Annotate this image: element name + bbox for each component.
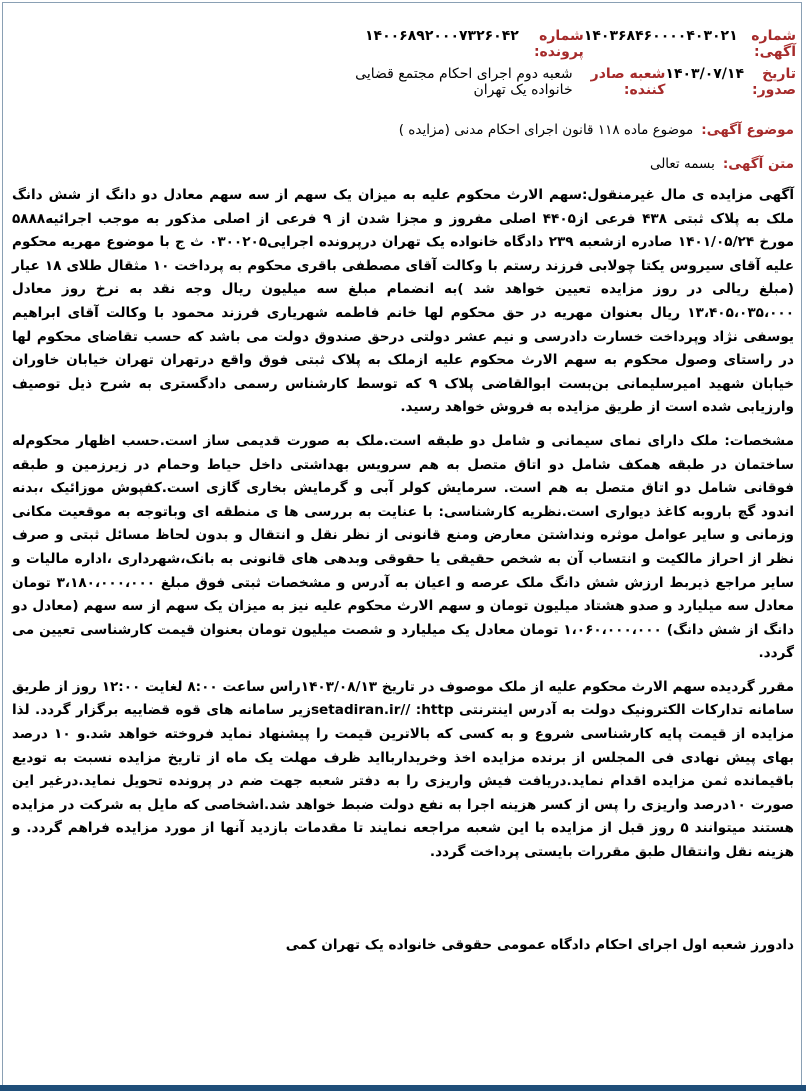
notice-number: ۱۴۰۳۶۸۴۶۰۰۰۰۴۰۳۰۲۱ [583,28,738,44]
basmala: بسمه تعالی [649,156,715,172]
notice-number-field [584,28,796,60]
issuer-field [348,66,665,98]
notice-text-label: متن آگهی: [722,156,794,172]
subject-value: موضوع ماده ۱۱۸ قانون اجرای احکام مدنی (مزایده ) [398,122,694,138]
case-number: ۱۴۰۰۶۸۹۲۰۰۰۷۳۲۶۰۴۲ [365,28,519,44]
notice-body [12,184,794,875]
issue-date: ۱۴۰۳/۰۷/۱۴ [665,66,745,82]
paragraph-auction-terms: مقرر گردیده سهم الارث محکوم علیه از ملک موصوف در تاریخ ۱۴۰۳/۰۸/۱۳راس ساعت ۸:۰۰ لغایت ۱۲:۰۰ روز از طریق سامانه تدارکات الکترونیک دولت به آدرس اینترنتی setadiran.ir// :httpزیر سامانه های قوه قضاییه برگزار گردد. لذا مزایده از قیمت پایه کارشناسی شروع و به کسی که بالاترین قیمت را پیشنهاد نماید فروخته خواهد شد.و ۱۰ درصد بهای پیش نهادی فی المجلس از برنده مزایده اخذ وخریداربااید ظرف مهلت یک ماه از تاریخ مزایده نسبت به تودیع باقیمانده ثمن مزایده اقدام نماید.دریافت فیش واریزی را به دفتر شعبه جهت ضم در پرونده تحویل نماید.درغیر این صورت ۱۰درصد واریزی را پس از کسر هزینه اجرا به نفع دولت ضبط خواهد شد.اشخاصی که مایل به شرکت در مزایده هستند میتوانند ۵ روز قبل از مزایده با این شعبه مراجعه نمایند تا مقدمات بازدید آنها از مورد مزایده فراهم گردد. و هزینه نقل وانتقال طبق مقررات بایستی پرداخت گردد. [12,678,795,861]
notice-subject [399,122,794,138]
issue-date-label: تاریخ صدور: [752,66,796,98]
signature-line: دادورز شعبه اول اجرای احکام دادگاه عمومی حقوقی خانواده یک تهران کمی [285,937,794,953]
notice-header [10,28,796,98]
paragraph-property-specs: مشخصات: ملک دارای نمای سیمانی و شامل دو طبقه است.ملک به صورت قدیمی ساز است.حسب اظهار محکوم‌له ساختمان در طبقه همکف شامل دو اتاق متصل به هم سرویس بهداشتی داخل حیاط وحمام در زیرزمین و طبقه فوقانی شامل دو اتاق متصل به هم است. سرمایش کولر آبی و گرمایش بخاری گازی است.کفپوش موزائیک ،بدنه اندود گچ باروبه کاغذ دیواری است.نظریه کارشناسی: با عنایت به بررسی ها ی منطقه ای وباتوجه به موقعیت مکانی وزمانی و سایر عوامل موثره ونداشتن معارض ومنع قانونی از نظر نقل و انتقال و بدون لحاظ مسائل ثبتی و صرف نظر از احراز مالکیت و انتساب آن به شخص حقیقی یا حقوقی وبدهی های قانونی به بانک،شهرداری ،اداره مالیات و سایر مراجع ذیربط ارزش شش دانگ ملک عرصه و اعیان به آدرس و مشخصات ثبتی فوق مبلغ ۳،۱۸۰،۰۰۰،۰۰۰ تومان معادل سه میلیارد و صدو هشتاد میلیون تومان و سهم الارث محکوم علیه نیز به میزان یک سهم از سه سهم (معادل دو دانگ از شش دانگ) ۱،۰۶۰،۰۰۰،۰۰۰ تومان معادل یک میلیارد و شصت میلیون تومان بعنوان قیمت کارشناسی تعیین می گردد. [12,432,795,662]
case-number-field [365,28,584,60]
notice-number-label: شماره آگهی: [751,28,796,60]
notice-text-header [650,156,794,172]
subject-label: موضوع آگهی: [701,122,794,138]
issuer: شعبه دوم اجرای احکام مجتمع قضایی خانواده یک تهران [355,66,573,98]
case-number-label: شماره پرونده: [533,28,584,60]
issue-date-field [665,66,796,98]
paragraph-auction-intro: آگهی مزایده ی مال غیرمنقول:سهم الارث محکوم علیه به میزان یک سهم از سه سهم معادل دو دانگ از شش دانگ ملک به پلاک ثبتی ۴۳۸ فرعی از۴۴۰۵ اصلی مفروز و مجزا شدن از ۹ فرعی از اصلی مذکور به موجب اجرائیه۵۸۸۸ مورخ ۱۴۰۱/۰۵/۲۴ صادره ازشعبه ۲۳۹ دادگاه خانواده یک تهران درپرونده اجرایی۰۳۰۰۲۰۵ ث ج با موضوع مهریه محکوم علیه آقای سیروس یکتا چولابی فرزند رستم با وکالت آقای مصطفی باقری محکوم به پرداخت ۱۰ مثقال طلای ۱۸ عیار (مبلغ ریالی در روز مزایده تعیین خواهد شد )به انضمام مبلغ سه میلیون ریال وجه نقد به نرخ روز معادل ۱۳،۴۰۵،۰۳۵،۰۰۰ ریال بعنوان مهریه در حق محکوم لها خانم فاطمه شهریاری فرزند محمود با وکالت آقای ابراهیم یوسفی نژاد وپرداخت خسارت دادرسی و نیم عشر دولتی درحق صندوق دولت می باشد که حسب تقاضای محکوم لها در راستای وصول محکوم به سهم الارث محکوم علیه ازملک به پلاک ثبتی فوق واقع درتهران تهران خیابان خاوران خیابان شهید امیرسلیمانی بن‌بست ابوالقاضی پلاک ۹ که توسط کارشناس رسمی دادگستری به شرح ذیل توصیف وارزیابی شده است از طریق مزایده به فروش خواهد رسید. [12,187,795,416]
issuer-label: شعبه صادر کننده: [590,66,666,98]
header-row-1 [10,28,796,60]
header-row-2 [10,66,796,98]
bottom-bar [0,1085,806,1091]
